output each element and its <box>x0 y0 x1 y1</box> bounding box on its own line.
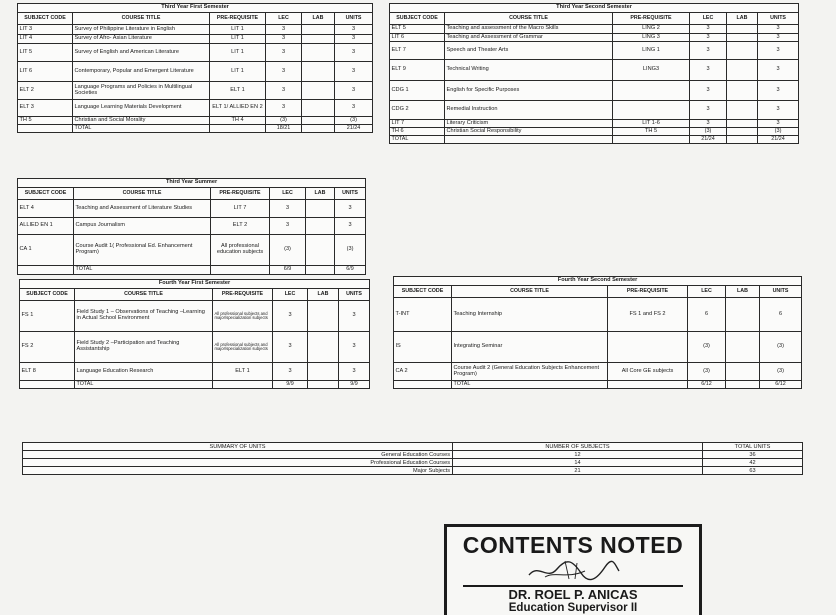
table-row: ALLIED EN 1 Campus Journalism ELT 2 3 3 <box>18 218 366 235</box>
col-course-title: COURSE TITLE <box>75 289 213 301</box>
col-lec: LEC <box>690 13 727 25</box>
col-subject-code: SUBJECT CODE <box>20 289 75 301</box>
total-row: TOTAL 6/9 6/9 <box>18 266 366 275</box>
col-lec: LEC <box>273 289 308 301</box>
contents-noted-stamp <box>444 524 702 615</box>
total-row: TOTAL 9/9 9/9 <box>20 381 370 389</box>
table-row: ELT 8 Language Education Research ELT 1 3 3 <box>20 363 370 381</box>
col-prerequisite: PRE-REQUISITE <box>211 188 270 200</box>
table-row: LIT 5 Survey of English and American Literature LIT 1 3 3 <box>18 44 373 62</box>
col-units: UNITS <box>758 13 799 25</box>
table-row: IS Integrating Seminar (3) (3) <box>394 332 802 363</box>
summary-row: General Education Courses 12 36 <box>23 451 803 459</box>
table-row: LIT 7 Literary Criticism LIT 1-6 3 3 <box>390 120 799 128</box>
table-row: ELT 2 Language Programs and Policies in Multilingual Societies ELT 1 3 3 <box>18 82 373 100</box>
summary-header: SUMMARY OF UNITS <box>23 443 453 451</box>
stamp-position: Education Supervisor II <box>508 602 638 614</box>
col-lab: LAB <box>726 286 760 298</box>
col-course-title: COURSE TITLE <box>73 13 210 25</box>
col-units: UNITS <box>760 286 802 298</box>
total-row: TOTAL 18/21 21/24 <box>18 125 373 133</box>
table-row: LIT 3 Survey of Philippine Literature in English LIT 1 3 3 <box>18 25 373 35</box>
col-lab: LAB <box>306 188 335 200</box>
table-row: CDG 1 English for Specific Purposes 3 3 <box>390 81 799 101</box>
col-prerequisite: PRE-REQUISITE <box>213 289 273 301</box>
col-course-title: COURSE TITLE <box>74 188 211 200</box>
col-prerequisite: PRE-REQUISITE <box>608 286 688 298</box>
table-row: ELT 9 Technical Writing LING3 3 3 <box>390 60 799 81</box>
summary-row: Major Subjects 21 63 <box>23 467 803 475</box>
total-units-header: TOTAL UNITS <box>703 443 803 451</box>
col-prerequisite: PRE-REQUISITE <box>613 13 690 25</box>
semester-title: Fourth Year Second Semester <box>394 277 802 286</box>
table-row: T-INT Teaching Internship FS 1 and FS 2 6 6 <box>394 298 802 332</box>
third-year-second-semester-table <box>389 3 799 144</box>
stamp-title: CONTENTS NOTED <box>462 532 684 558</box>
col-subject-code: SUBJECT CODE <box>18 188 74 200</box>
signature <box>525 557 621 583</box>
col-units: UNITS <box>339 289 370 301</box>
col-lec: LEC <box>270 188 306 200</box>
table-row: LIT 4 Survey of Afro- Asian Literature LIT 1 3 3 <box>18 35 373 44</box>
table-row: TH 6 Christian Social Responsibility TH 5 (3) (3) <box>390 128 799 136</box>
col-units: UNITS <box>335 188 366 200</box>
summary-row: Professional Education Courses 14 42 <box>23 459 803 467</box>
third-year-summer-table <box>17 178 366 275</box>
col-prerequisite: PRE-REQUISITE <box>210 13 266 25</box>
col-course-title: COURSE TITLE <box>445 13 613 25</box>
semester-title: Third Year Summer <box>18 179 366 188</box>
col-lab: LAB <box>727 13 758 25</box>
table-row: ELT 5 Teaching and assessment of the Macro Skills LING 2 3 3 <box>390 25 799 34</box>
fourth-year-second-semester-table <box>393 276 802 389</box>
table-row: FS 1 Field Study 1 – Observations of Teaching –Learning in Actual School Environment All professional subjects and major/specialization subjects 3 3 <box>20 301 370 332</box>
semester-title: Third Year First Semester <box>18 4 373 13</box>
fourth-year-first-semester-table <box>19 279 370 389</box>
table-row: CA 1 Course Audit 1( Professional Ed. Enhancement Program) All professional education subjects (3) (3) <box>18 235 366 266</box>
col-subject-code: SUBJECT CODE <box>18 13 73 25</box>
col-units: UNITS <box>335 13 373 25</box>
table-row: ELT 7 Speech and Theater Arts LING 1 3 3 <box>390 42 799 60</box>
col-lec: LEC <box>688 286 726 298</box>
col-lab: LAB <box>308 289 339 301</box>
stamp-name: DR. ROEL P. ANICAS <box>508 587 638 602</box>
table-row: ELT 3 Language Learning Materials Development ELT 1/ ALLIED EN 2 3 3 <box>18 100 373 117</box>
table-row: ELT 4 Teaching and Assessment of Literature Studies LIT 7 3 3 <box>18 200 366 218</box>
table-row: LIT 6 Contemporary, Popular and Emergent Literature LIT 1 3 3 <box>18 62 373 82</box>
col-lab: LAB <box>302 13 335 25</box>
table-row: CDG 2 Remedial Instruction 3 3 <box>390 101 799 120</box>
col-course-title: COURSE TITLE <box>452 286 608 298</box>
col-subject-code: SUBJECT CODE <box>390 13 445 25</box>
col-subject-code: SUBJECT CODE <box>394 286 452 298</box>
col-lec: LEC <box>266 13 302 25</box>
table-row: CA 2 Course Audit 2 (General Education Subjects Enhancement Program) All Core GE subjects (3) (3) <box>394 363 802 381</box>
total-row: TOTAL 21/24 21/24 <box>390 136 799 144</box>
semester-title: Fourth Year First Semester <box>20 280 370 289</box>
semester-title: Third Year Second Semester <box>390 4 799 13</box>
table-row: TH 5 Christian and Social Morality TH 4 (3) (3) <box>18 117 373 125</box>
table-row: LIT 6 Teaching and Assessment of Grammar LING 3 3 3 <box>390 34 799 42</box>
number-of-subjects-header: NUMBER OF SUBJECTS <box>453 443 703 451</box>
total-row: TOTAL 6/12 6/12 <box>394 381 802 389</box>
summary-of-units-table <box>22 442 803 475</box>
table-row: FS 2 Field Study 2 –Participation and Teaching Assistantship All professional subjects and major/specialization subjects 3 3 <box>20 332 370 363</box>
third-year-first-semester-table <box>17 3 373 133</box>
